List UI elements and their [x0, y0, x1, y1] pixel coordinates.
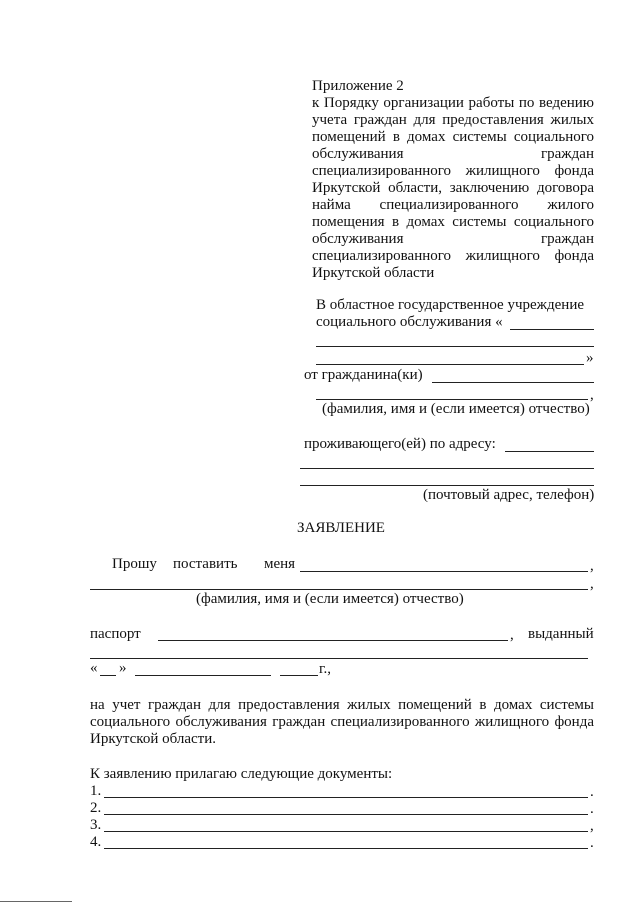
appendix-title: Приложение 2 — [312, 78, 404, 94]
appendix-word: обслуживания — [312, 231, 404, 247]
appendix-word: специализированного — [312, 248, 452, 264]
appendix-line-5 — [312, 163, 594, 180]
applicant-name-field[interactable] — [432, 382, 594, 383]
address-field-3[interactable] — [300, 485, 594, 486]
appendix-line-9 — [312, 231, 594, 248]
document-1-field[interactable] — [104, 797, 588, 798]
statement-title: ЗАЯВЛЕНИЕ — [297, 520, 385, 536]
appendix-word: специализированного — [379, 197, 519, 213]
appendix-word: жилого — [547, 197, 594, 213]
issue-month-field[interactable] — [135, 675, 271, 676]
address-field[interactable] — [505, 451, 594, 452]
footnote-separator — [0, 901, 72, 902]
document-number: 2. — [90, 800, 102, 816]
purpose-line-3: Иркутской области. — [90, 731, 216, 747]
address-caption: (почтовый адрес, телефон) — [423, 487, 595, 503]
full-name-field-2[interactable] — [90, 589, 588, 590]
issue-day-field[interactable] — [100, 675, 116, 676]
name-caption: (фамилия, имя и (если имеется) отчество) — [196, 591, 464, 607]
comma: , — [510, 627, 514, 643]
appendix-line-3: помещений в домах системы социального — [312, 129, 594, 145]
purpose-line-2: социального обслуживания граждан специализированного жилищного фонда — [90, 714, 594, 730]
appendix-line-8: помещения в домах системы социального — [312, 214, 594, 230]
period: . — [590, 835, 594, 851]
period: . — [590, 784, 594, 800]
appendix-line-6: Иркутской области, заключению договора — [312, 180, 594, 196]
documents-label: К заявлению прилагаю следующие документы: — [90, 766, 393, 782]
year-suffix: г., — [319, 661, 331, 677]
document-number: 1. — [90, 783, 102, 799]
request-word: меня — [264, 556, 296, 572]
date-open-quote: « — [90, 660, 98, 676]
appendix-word: найма — [312, 197, 351, 213]
appendix-word: фонда — [554, 248, 594, 264]
issued-by-field[interactable] — [90, 658, 588, 659]
request-word: поставить — [173, 556, 238, 572]
appendix-line-1: к Порядку организации работы по ведению — [312, 95, 594, 111]
request-word: Прошу — [112, 556, 157, 572]
close-quote: » — [586, 350, 594, 366]
purpose-line-1: на учет граждан для предоставления жилых помещений в домах системы — [90, 697, 594, 713]
comma: , — [590, 576, 594, 592]
comma: , — [590, 818, 594, 834]
institution-name-field-2[interactable] — [316, 346, 594, 347]
address-field-2[interactable] — [300, 468, 594, 469]
appendix-word: фонда — [554, 163, 594, 179]
document-number: 3. — [90, 817, 102, 833]
residence-label: проживающего(ей) по адресу: — [304, 436, 496, 452]
institution-name-field[interactable] — [510, 329, 594, 330]
passport-label: паспорт — [90, 626, 141, 642]
appendix-line-2: учета граждан для предоставления жилых — [312, 112, 594, 128]
from-citizen-label: от гражданина(ки) — [304, 367, 423, 383]
comma: , — [590, 387, 594, 403]
document-2-field[interactable] — [104, 814, 588, 815]
appendix-word: жилищного — [465, 163, 540, 179]
appendix-word: обслуживания — [312, 146, 404, 162]
appendix-line-10 — [312, 248, 594, 265]
addressee-line-2: социального обслуживания « — [316, 314, 503, 330]
issued-label: выданный — [528, 626, 594, 642]
appendix-word: граждан — [541, 146, 594, 162]
appendix-word: специализированного — [312, 163, 452, 179]
appendix-word: жилищного — [465, 248, 540, 264]
period: . — [590, 801, 594, 817]
applicant-name-field-2[interactable] — [316, 399, 588, 400]
document-3-field[interactable] — [104, 831, 588, 832]
addressee-line-1: В областное государственное учреждение — [316, 297, 585, 313]
document-4-field[interactable] — [104, 848, 588, 849]
appendix-line-4 — [312, 146, 594, 163]
issue-year-field[interactable] — [280, 675, 318, 676]
appendix-line-11: Иркутской области — [312, 265, 435, 281]
date-close-quote: » — [119, 660, 127, 676]
passport-number-field[interactable] — [158, 640, 508, 641]
institution-name-field-3[interactable] — [316, 364, 584, 365]
appendix-word: граждан — [541, 231, 594, 247]
appendix-line-7 — [312, 197, 594, 214]
document-number: 4. — [90, 834, 102, 850]
name-caption: (фамилия, имя и (если имеется) отчество) — [322, 401, 590, 417]
full-name-field[interactable] — [300, 571, 588, 572]
comma: , — [590, 558, 594, 574]
